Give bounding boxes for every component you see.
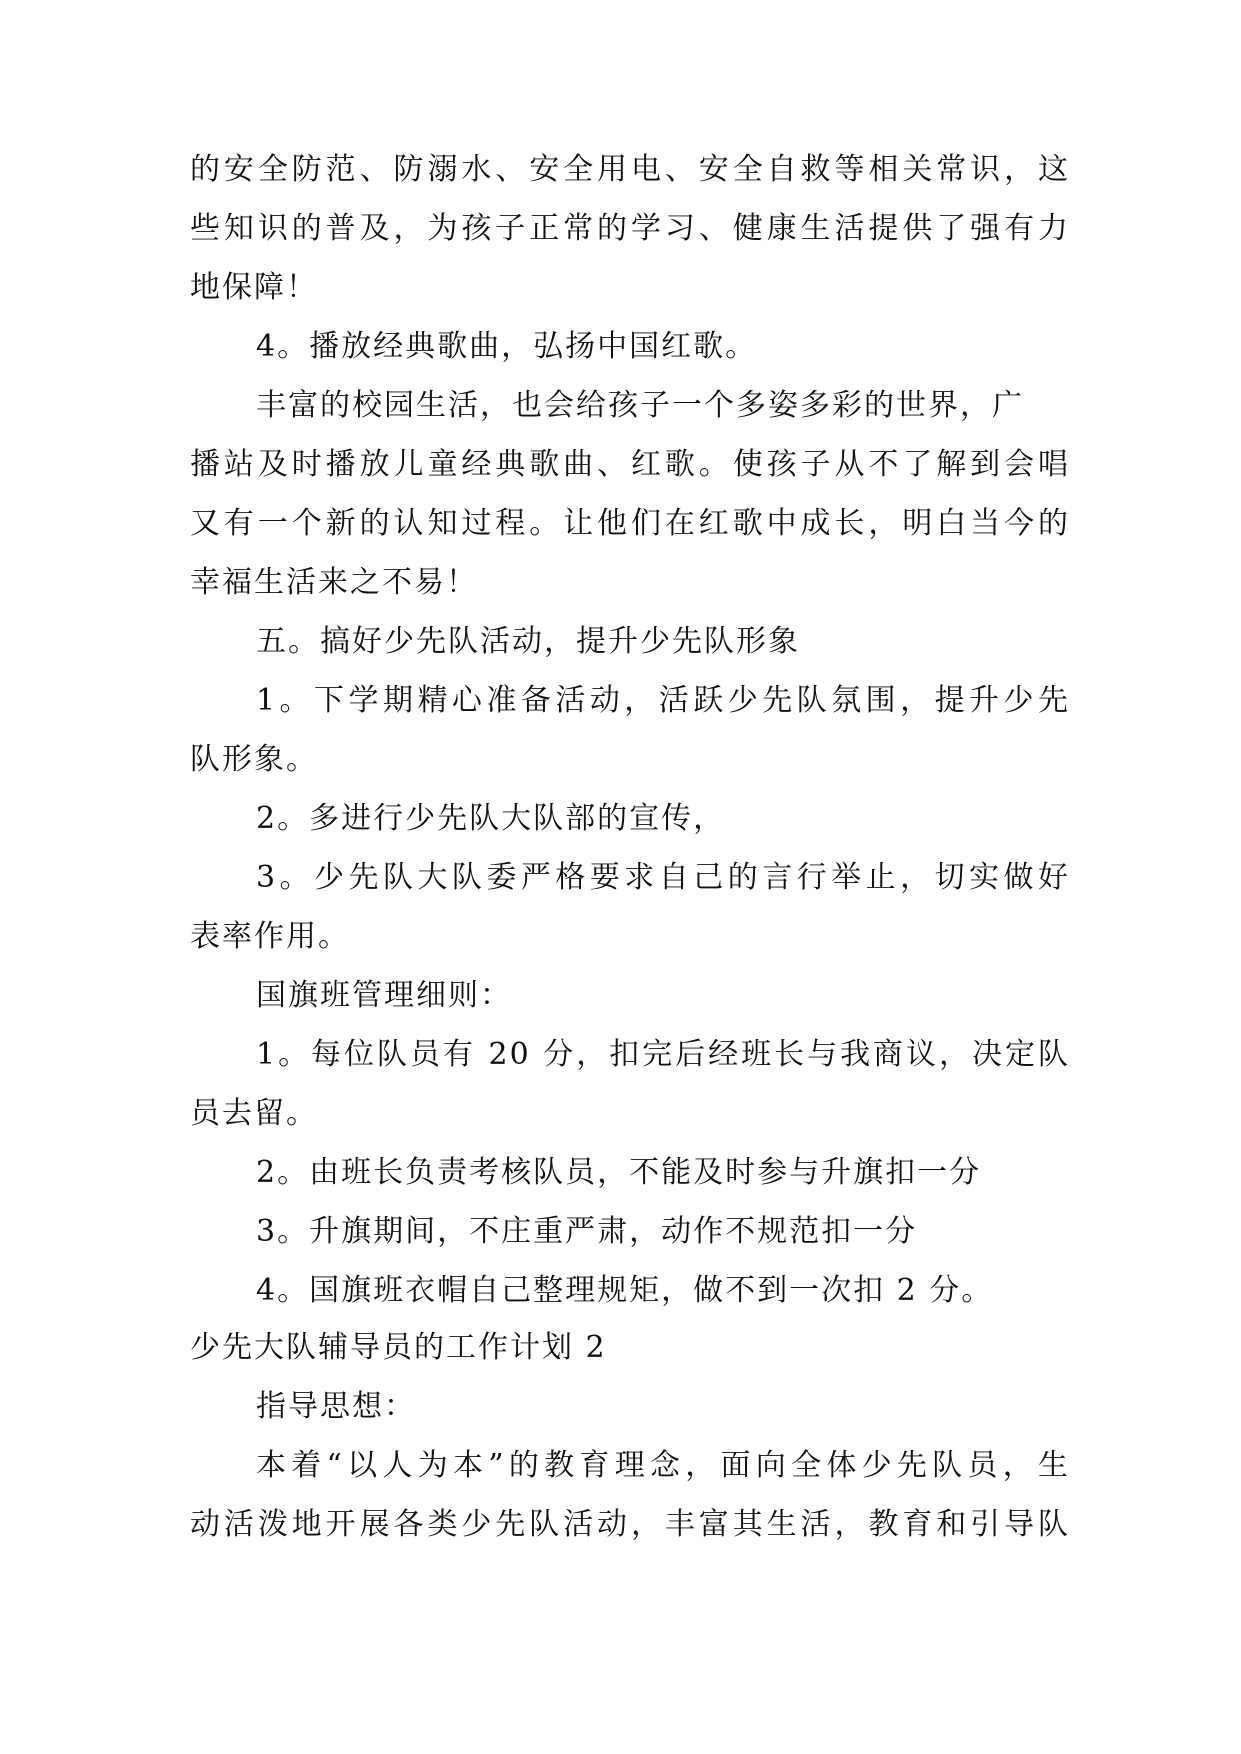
list-item-line: 2。由班长负责考核队员，不能及时参与升旗扣一分 (256, 1155, 982, 1190)
body-text-line: 队形象。 (190, 742, 318, 777)
paragraph-first-line: 丰富的校园生活，也会给孩子一个多姿多彩的世界，广 (256, 388, 1024, 423)
section-title: 少先大队辅导员的工作计划 2 (190, 1330, 607, 1365)
body-text-line: 地保障！ (190, 270, 318, 305)
body-text-line: 些知识的普及，为孩子正常的学习、健康生活提供了强有力 (190, 211, 1070, 246)
body-text-line: 员去留。 (190, 1096, 318, 1131)
list-item-line: 2。多进行少先队大队部的宣传， (256, 801, 726, 836)
list-item-line: 1。每位队员有 20 分，扣完后经班长与我商议，决定队 (256, 1037, 1070, 1072)
body-text-line: 动活泼地开展各类少先队活动，丰富其生活，教育和引导队 (190, 1507, 1070, 1542)
subsection-heading: 国旗班管理细则： (256, 978, 512, 1013)
list-item-line: 3。升旗期间，不庄重严肃，动作不规范扣一分 (256, 1214, 918, 1249)
body-text-line: 又有一个新的认知过程。让他们在红歌中成长，明白当今的 (190, 506, 1070, 541)
body-text-line: 的安全防范、防溺水、安全用电、安全自救等相关常识，这 (190, 152, 1070, 187)
list-item-line: 1。下学期精心准备活动，活跃少先队氛围，提升少先 (256, 683, 1070, 718)
list-item-line: 3。少先队大队委严格要求自己的言行举止，切实做好 (256, 860, 1070, 895)
list-item-line: 4。国旗班衣帽自己整理规矩，做不到一次扣 2 分。 (256, 1273, 994, 1308)
body-text-line: 表率作用。 (190, 919, 350, 954)
body-text-line: 幸福生活来之不易！ (190, 565, 478, 600)
paragraph-first-line: 本着“以人为本”的教育理念，面向全体少先队员，生 (256, 1448, 1070, 1483)
subsection-heading: 指导思想： (256, 1389, 416, 1424)
body-text-line: 播站及时播放儿童经典歌曲、红歌。使孩子从不了解到会唱 (190, 447, 1070, 482)
list-item-line: 4。播放经典歌曲，弘扬中国红歌。 (256, 329, 758, 364)
section-heading: 五。搞好少先队活动，提升少先队形象 (256, 624, 800, 659)
